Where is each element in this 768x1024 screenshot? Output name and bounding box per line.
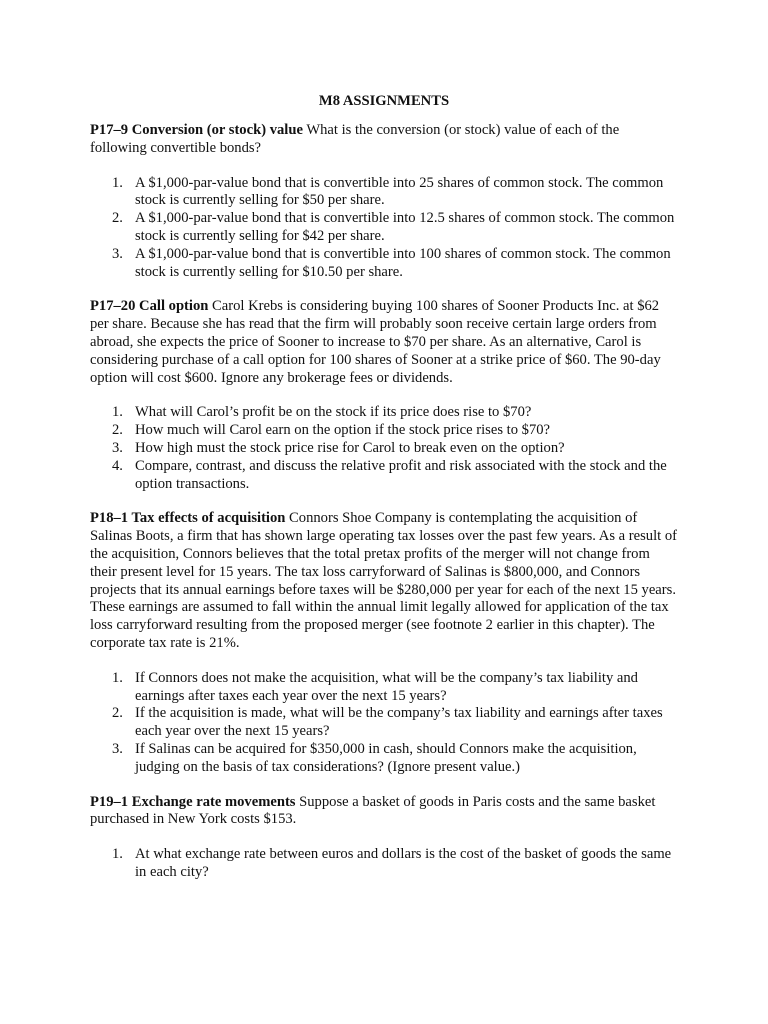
problem-text: Carol Krebs is considering buying 100 shares of Sooner Products Inc. at $62 per share. Because she has read that the firm will probably soon receive certain large orders from abroad, she expects the price of Sooner to increase to $70 per share. As an alternative, Carol is considering purchase of a call option for 100 shares of Sooner at a strike price of $60. The 90-day option will cost $600. Ignore any brokerage fees or dividends. <box>90 298 661 386</box>
question-number: 2. <box>112 422 123 439</box>
problem-heading: P17–20 Call option <box>90 298 209 315</box>
problem-text: Suppose a basket of goods in Paris costs and the same basket purchased in New York costs $153. <box>90 793 656 828</box>
problem-p18-1 <box>90 510 678 776</box>
question-text: At what exchange rate between euros and dollars is the cost of the basket of goods the same in each city? <box>135 846 672 880</box>
problem-p19-1 <box>90 794 678 882</box>
problem-intro <box>90 122 678 158</box>
question-number: 2. <box>112 210 123 227</box>
question-item <box>90 741 678 777</box>
question-item <box>90 422 678 440</box>
question-text: A $1,000-par-value bond that is convertible into 25 shares of common stock. The common stock is currently selling for $50 per share. <box>135 174 664 209</box>
problem-heading: P18–1 Tax effects of acquisition <box>90 510 286 527</box>
question-text: A $1,000-par-value bond that is convertible into 12.5 shares of common stock. The common stock is currently selling for $42 per share. <box>135 210 675 244</box>
question-item <box>90 458 678 494</box>
question-number: 4. <box>112 457 123 474</box>
problem-p17-20 <box>90 298 678 493</box>
problem-intro <box>90 794 678 830</box>
question-list <box>90 846 678 882</box>
question-text: How much will Carol earn on the option if the stock price rises to $70? <box>135 422 551 439</box>
question-number: 3. <box>112 740 123 757</box>
problem-intro <box>90 510 678 652</box>
question-text: If Connors does not make the acquisition, what will be the company’s tax liability and earnings after taxes each year over the next 15 years? <box>135 669 638 704</box>
question-number: 2. <box>112 705 123 722</box>
question-item <box>90 210 678 246</box>
question-item <box>90 440 678 458</box>
question-number: 1. <box>112 174 123 191</box>
question-item <box>90 175 678 211</box>
question-text: If Salinas can be acquired for $350,000 in cash, should Connors make the acquisition, judging on the basis of tax considerations? (Ignore present value.) <box>135 740 637 775</box>
question-number: 1. <box>112 846 123 863</box>
question-number: 1. <box>112 669 123 686</box>
problem-heading: P19–1 Exchange rate movements <box>90 793 296 810</box>
question-item <box>90 705 678 741</box>
question-item <box>90 404 678 422</box>
question-number: 3. <box>112 439 123 456</box>
question-list <box>90 175 678 282</box>
question-text: If the acquisition is made, what will be the company’s tax liability and earnings after taxes each year over the next 15 years? <box>135 705 663 740</box>
question-number: 3. <box>112 245 123 262</box>
question-list <box>90 670 678 777</box>
problem-text: What is the conversion (or stock) value of each of the following convertible bonds? <box>90 122 620 156</box>
problem-heading: P17–9 Conversion (or stock) value <box>90 122 303 138</box>
document-title: M8 ASSIGNMENTS <box>318 93 450 109</box>
problem-intro <box>90 298 678 387</box>
question-item <box>90 846 678 882</box>
question-number: 1. <box>112 404 123 421</box>
question-item <box>90 246 678 282</box>
question-text: How high must the stock price rise for Carol to break even on the option? <box>135 439 565 456</box>
question-list <box>90 404 678 493</box>
question-text: What will Carol’s profit be on the stock if its price does rise to $70? <box>135 404 532 421</box>
question-text: Compare, contrast, and discuss the relative profit and risk associated with the stock and the option transactions. <box>135 457 667 492</box>
problem-p17-9 <box>90 122 678 281</box>
problem-text: Connors Shoe Company is contemplating the acquisition of Salinas Boots, a firm that has shown large operating tax losses over the past few years. As a result of the acquisition, Connors believes that the total pretax profits of the merger will not change from their present level for 15 years. The tax loss carryforward of Salinas is $800,000, and Connors projects that its annual earnings before taxes will be $280,000 per year for each of the next 15 years. These earnings are assumed to fall within the annual limit legally allowed for application of the tax loss carryforward resulting from the proposed merger (see footnote 2 earlier in this chapter). The corporate tax rate is 21%. <box>90 510 677 651</box>
question-item <box>90 670 678 706</box>
question-text: A $1,000-par-value bond that is convertible into 100 shares of common stock. The common stock is currently selling for $10.50 per share. <box>135 245 671 280</box>
